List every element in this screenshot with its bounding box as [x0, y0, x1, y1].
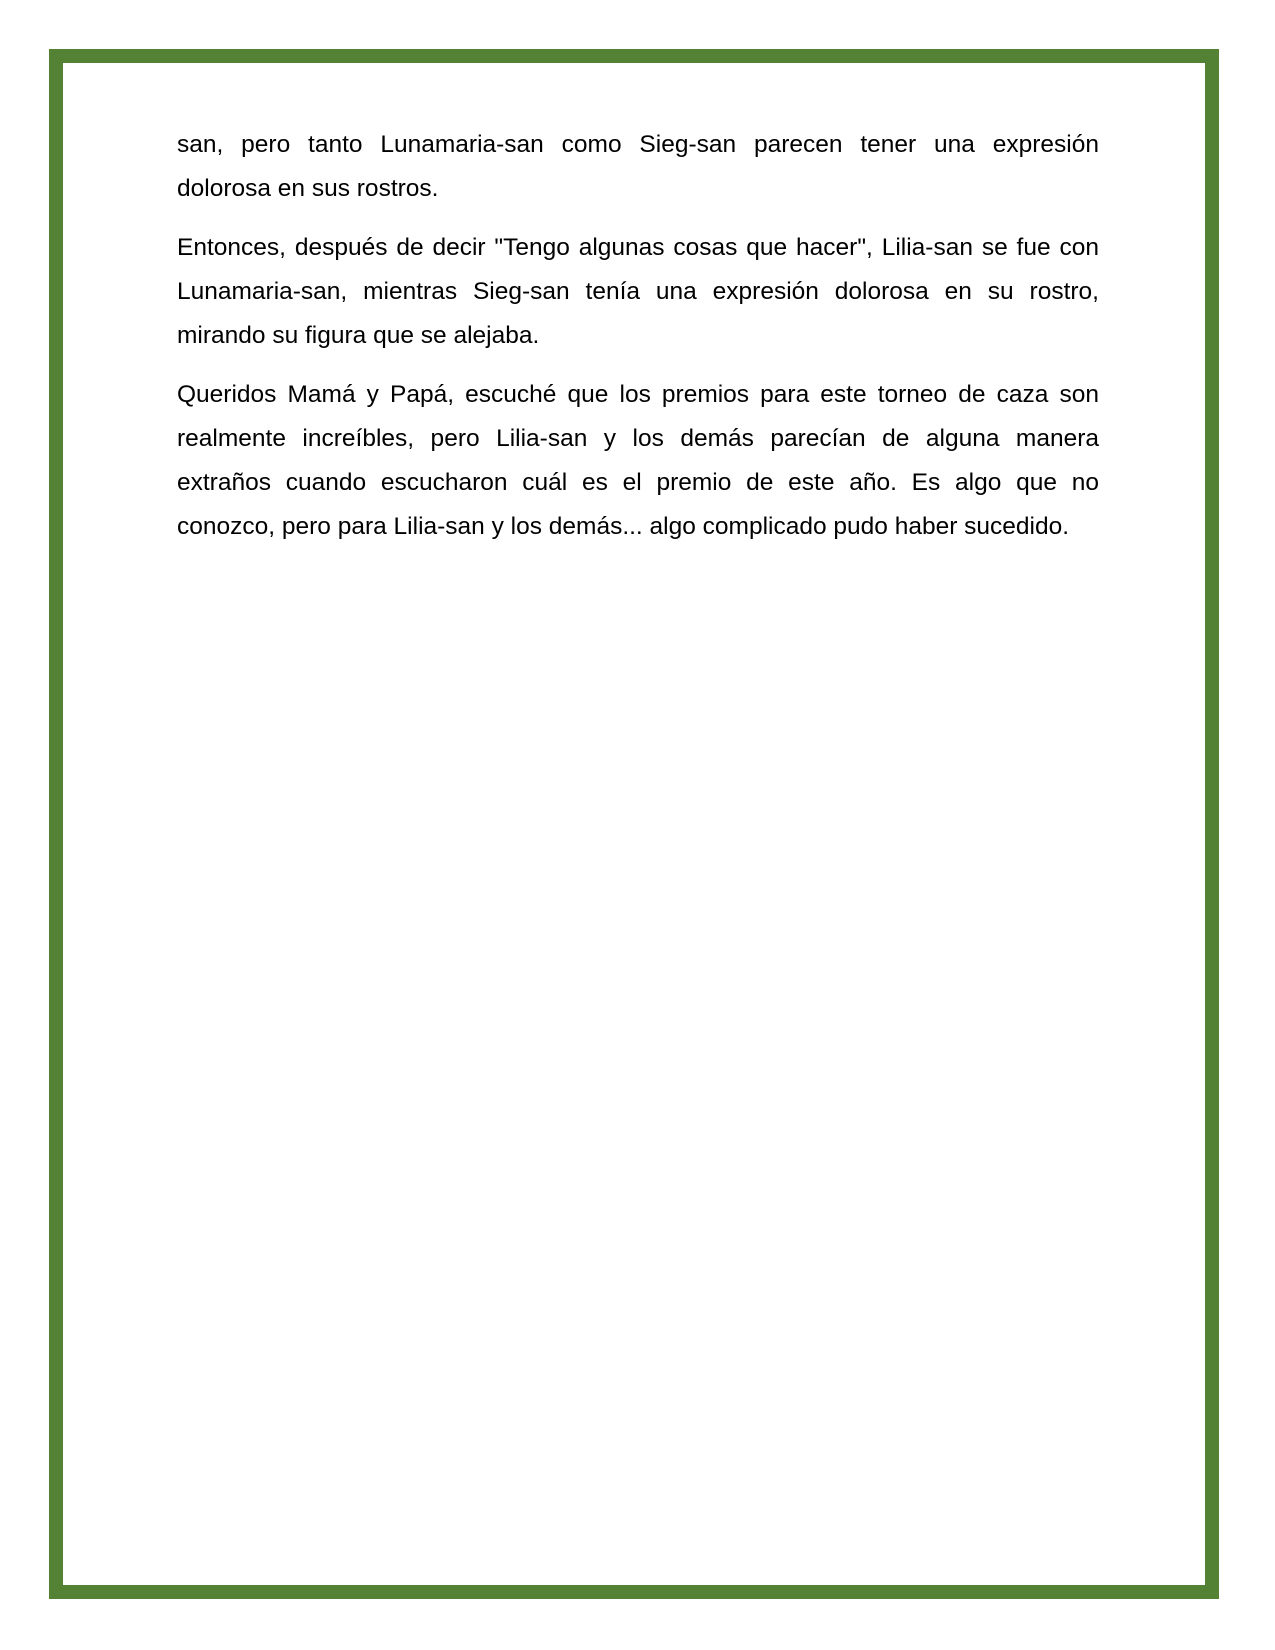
document-body: [177, 123, 1099, 564]
paragraph-1: san, pero tanto Lunamaria-san como Sieg-san parecen tener una expresión dolorosa en sus rostros.: [177, 131, 1099, 202]
paragraph-2: Entonces, después de decir "Tengo algunas cosas que hacer", Lilia-san se fue con Lunamaria-san, mientras Sieg-san tenía una expresión dolorosa en su rostro, mirando su figura que se alejaba.: [177, 234, 1099, 349]
paragraph-3: Queridos Mamá y Papá, escuché que los premios para este torneo de caza son realmente increíbles, pero Lilia-san y los demás parecían de alguna manera extraños cuando escucharon cuál es el premio de este año. Es algo que no conozco, pero para Lilia-san y los demás... algo complicado pudo haber sucedido.: [177, 381, 1099, 540]
